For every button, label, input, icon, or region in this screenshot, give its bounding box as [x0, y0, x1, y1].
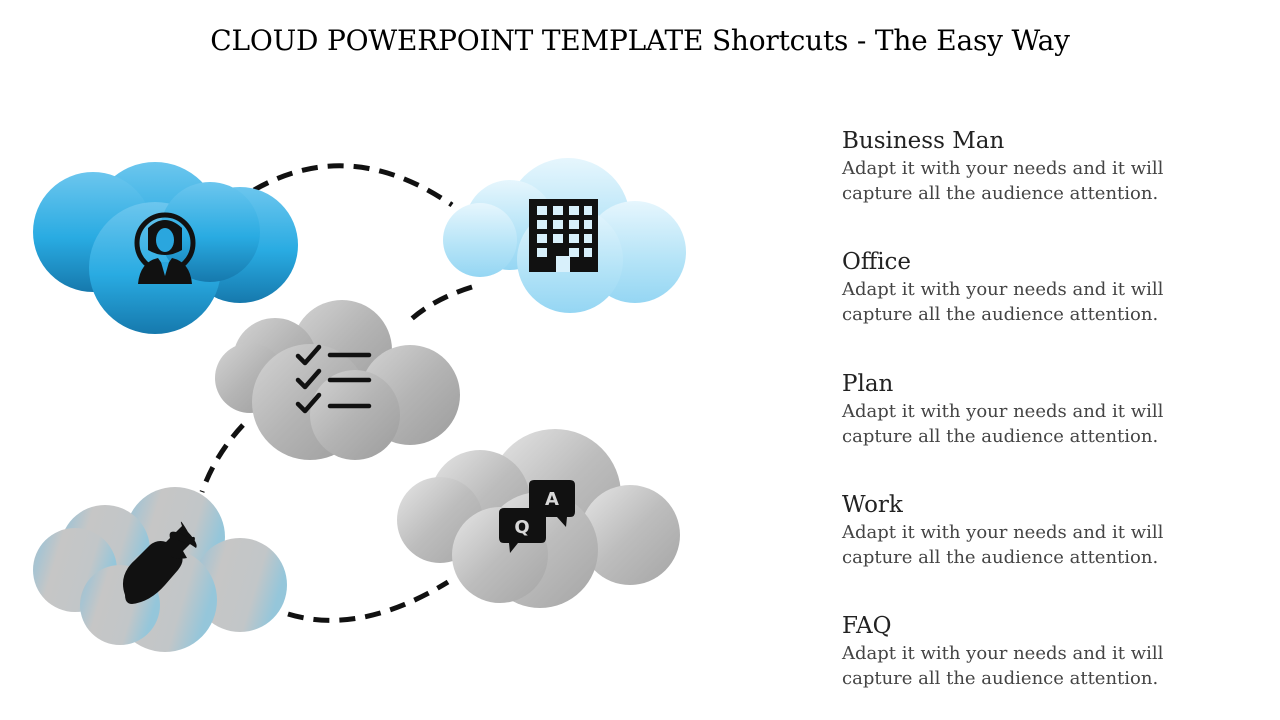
list-item-work	[842, 490, 1163, 570]
list-item-office	[842, 247, 1163, 327]
item-desc-line1: Adapt it with your needs and it will	[842, 401, 1164, 422]
connector-3	[202, 425, 243, 492]
slide-title: CLOUD POWERPOINT TEMPLATE Shortcuts - The Easy Way	[210, 24, 1070, 57]
item-desc-line1: Adapt it with your needs and it will	[842, 643, 1164, 664]
item-desc-line1: Adapt it with your needs and it will	[842, 279, 1164, 300]
list-item-plan	[842, 369, 1163, 449]
cloud-plan	[215, 300, 460, 460]
list-item-faq	[842, 611, 1163, 691]
item-desc-line2: capture all the audience attention.	[842, 304, 1159, 325]
cloud-work	[33, 487, 287, 652]
list-item-business-man	[842, 126, 1163, 206]
item-desc-line2: capture all the audience attention.	[842, 426, 1159, 447]
item-title: Office	[842, 249, 912, 275]
qa-a-letter: A	[545, 489, 559, 510]
item-title: FAQ	[842, 613, 892, 639]
item-desc-line2: capture all the audience attention.	[842, 668, 1159, 689]
item-desc-line2: capture all the audience attention.	[842, 183, 1159, 204]
cloud-faq	[397, 429, 680, 608]
office-building-icon	[529, 199, 598, 272]
qa-q-letter: Q	[514, 517, 530, 538]
connector-1	[254, 166, 452, 205]
item-title: Business Man	[842, 128, 1005, 154]
item-desc-line1: Adapt it with your needs and it will	[842, 158, 1164, 179]
cloud-office	[443, 158, 686, 313]
connector-2	[405, 287, 472, 325]
item-title: Plan	[842, 371, 894, 397]
connector-4	[288, 582, 448, 620]
item-desc-line1: Adapt it with your needs and it will	[842, 522, 1164, 543]
item-title: Work	[842, 492, 903, 518]
item-desc-line2: capture all the audience attention.	[842, 547, 1159, 568]
